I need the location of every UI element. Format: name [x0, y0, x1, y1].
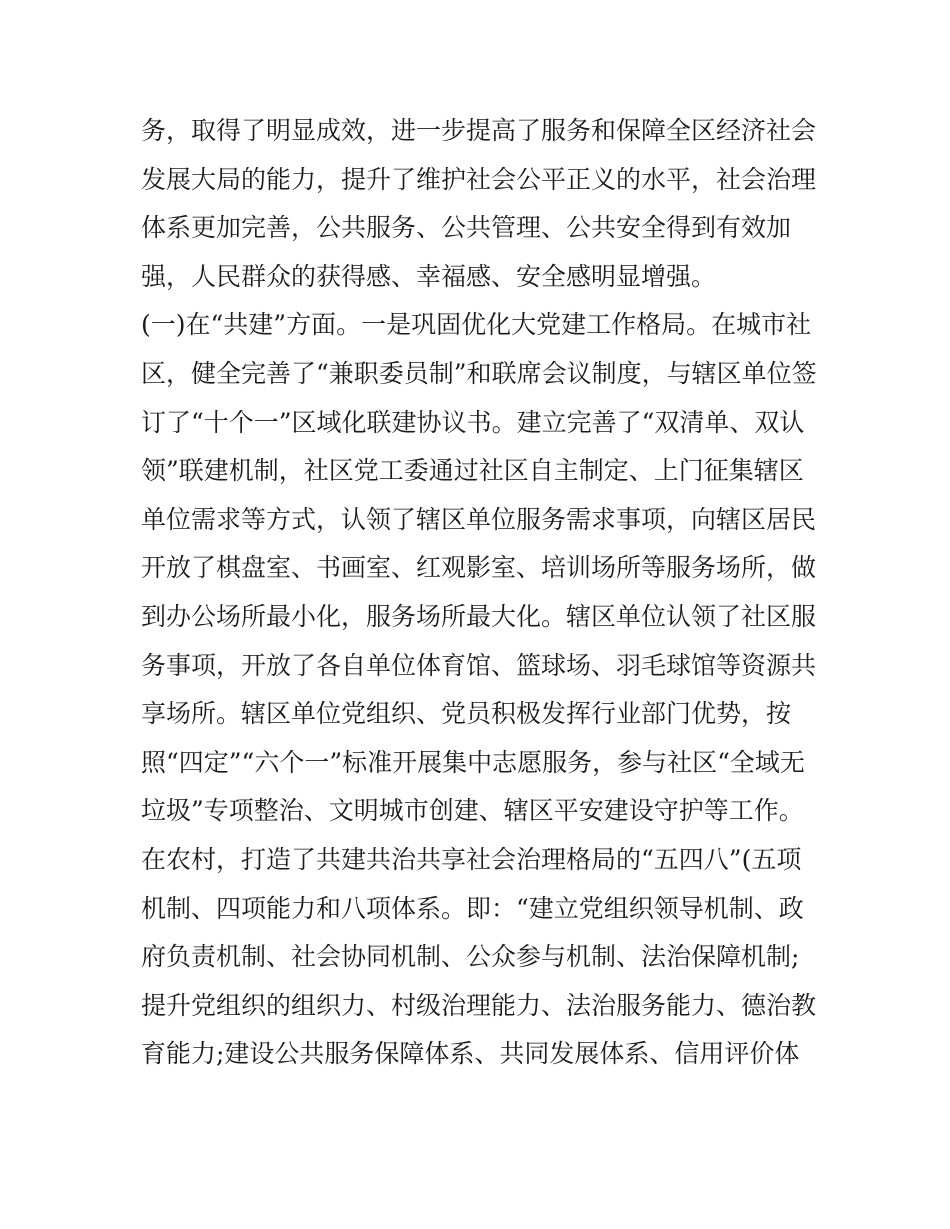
text-line: 垃圾”专项整治、文明城市创建、辖区平安建设守护等工作。: [141, 796, 804, 826]
text-line: 在农村，打造了共建共治共享社会治理格局的“五四八”(五项: [141, 844, 802, 874]
text-line: 开放了棋盘室、书画室、红观影室、培训场所等服务场所，做: [141, 553, 817, 583]
text-line: 体系更加完善，公共服务、公共管理、公共安全得到有效加: [141, 213, 792, 243]
text-line: 发展大局的能力，提升了维护社会公平正义的水平，社会治理: [141, 164, 817, 194]
text-line: 育能力;建设公共服务保障体系、共同发展体系、信用评价体: [141, 1039, 800, 1069]
text-line: 单位需求等方式，认领了辖区单位服务需求事项，向辖区居民: [141, 504, 817, 534]
text-line: 到办公场所最小化，服务场所最大化。辖区单位认领了社区服: [141, 601, 817, 631]
text-line: 订了“十个一”区域化联建协议书。建立完善了“双清单、双认: [141, 407, 805, 437]
text-line: 机制、四项能力和八项体系。即：“建立党组织领导机制、政: [141, 893, 804, 923]
text-line: 领”联建机制，社区党工委通过社区自主制定、上门征集辖区: [141, 456, 804, 486]
text-line: 府负责机制、社会协同机制、公众参与机制、法治保障机制;: [141, 942, 800, 972]
text-line: 享场所。辖区单位党组织、党员积极发挥行业部门优势，按: [141, 699, 792, 729]
text-line: 提升党组织的组织力、村级治理能力、法治服务能力、德治教: [141, 990, 817, 1020]
text-line: 强，人民群众的获得感、幸福感、安全感明显增强。: [141, 261, 717, 291]
text-line: 务事项，开放了各自单位体育馆、篮球场、羽毛球馆等资源共: [141, 650, 817, 680]
text-line: 务，取得了明显成效，进一步提高了服务和保障全区经济社会: [141, 116, 817, 145]
body-text: [141, 107, 821, 1079]
text-line: 照“四定”“六个一”标准开展集中志愿服务，参与社区“全域无: [141, 747, 805, 777]
text-line: 区，健全完善了“兼职委员制”和联席会议制度，与辖区单位签: [141, 358, 817, 388]
section-heading-line: (一)在“共建”方面。一是巩固优化大党建工作格局。在城市社: [141, 310, 812, 340]
